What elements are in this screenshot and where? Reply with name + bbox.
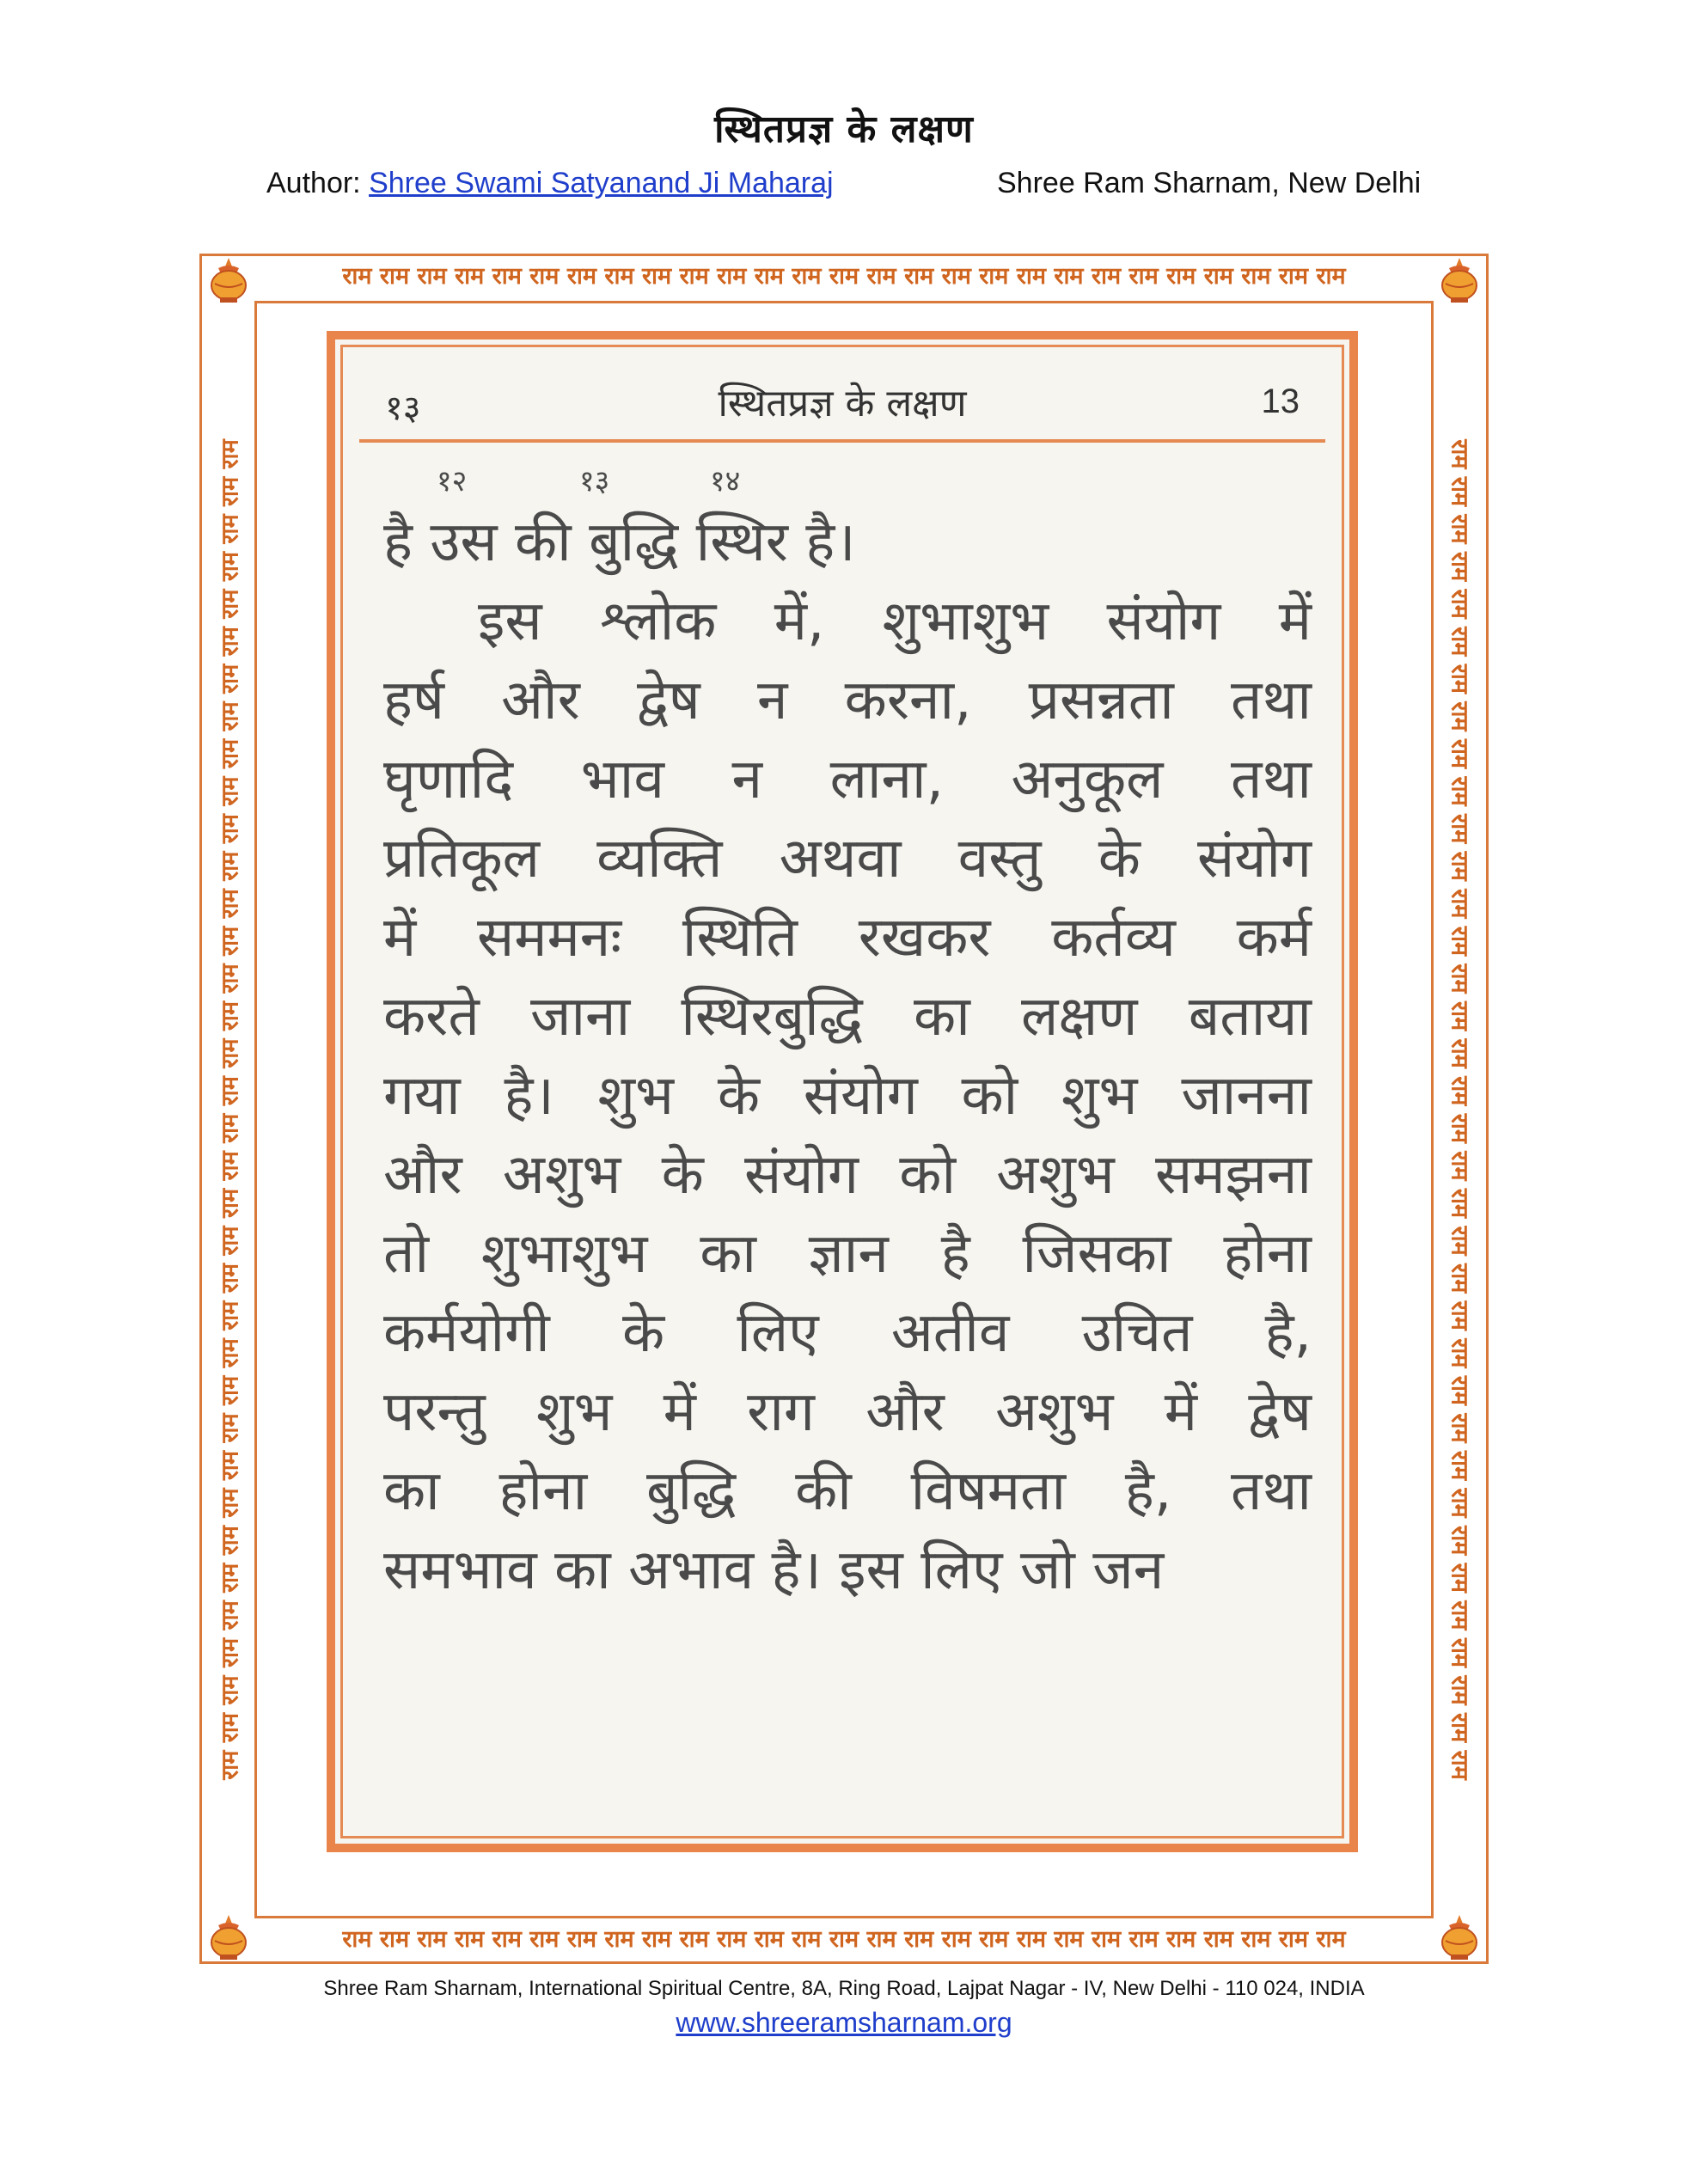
book-page-body [383,503,1312,1610]
page-number: 13 [1261,382,1300,420]
kalash-icon [203,254,254,306]
organization-label: Shree Ram Sharnam, New Delhi [997,167,1422,199]
footer-address: Shree Ram Sharnam, International Spiritual Centre, 8A, Ring Road, Lajpat Nagar - IV, New Delhi - 110 024, INDIA [323,1977,1365,2000]
kalash-icon [1434,254,1485,306]
word-number: १४ [710,464,741,499]
author-prefix: Author: [266,167,370,199]
ram-border-left [205,309,253,1910]
word-number: १३ [579,464,610,499]
text-line: करते जाना स्थिरबुद्धि का लक्षण बताया [383,985,1312,1049]
author-link[interactable]: Shree Swami Satyanand Ji Maharaj [369,167,834,199]
website-link[interactable]: www.shreeramsharnam.org [676,2007,1012,2038]
document-title: स्थितप्रज्ञ के लक्षण [714,107,974,151]
text-line: प्रतिकूल व्यक्ति अथवा वस्तु के संयोग [383,827,1312,890]
ram-border-right [1437,309,1485,1910]
text-line: और अशुभ के संयोग को अशुभ समझना [383,1143,1312,1207]
text-line: हर्ष और द्वेष न करना, प्रसन्नता तथा [383,669,1312,732]
text-line: इस श्लोक में, शुभाशुभ संयोग में [478,590,1312,653]
text-line: गया है। शुभ के संयोग को शुभ जानना [383,1064,1312,1128]
book-page-scan [327,331,1358,1852]
ram-border-top: राम राम राम राम राम राम राम राम राम राम राम राम राम राम राम राम राम राम राम राम राम राम राम राम राम राम राम [342,263,1346,290]
page-number-devanagari: १३ [385,388,421,428]
text-line: तो शुभाशुभ का ज्ञान है जिसका होना [383,1222,1312,1286]
text-line: घृणादि भाव न लाना, अनुकूल तथा [383,748,1312,811]
text-line: परन्तु शुभ में राग और अशुभ में द्वेष [383,1380,1312,1444]
ram-border-right-text: राम राम राम राम राम राम राम राम राम राम राम राम राम राम राम राम राम राम राम राम राम राम राम राम राम राम राम राम राम राम राम राम राम राम राम राम [1446,439,1473,1780]
word-number: १२ [437,464,468,499]
text-line: है उस की बुद्धि स्थिर है। [383,511,856,574]
ram-border-left-text: राम राम राम राम राम राम राम राम राम राम राम राम राम राम राम राम राम राम राम राम राम राम राम राम राम राम राम राम राम राम राम राम राम राम राम राम [217,439,244,1780]
text-line: का होना बुद्धि की विषमता है, तथा [383,1459,1312,1523]
book-page-header [359,364,1325,443]
ram-border-bottom: राम राम राम राम राम राम राम राम राम राम राम राम राम राम राम राम राम राम राम राम राम राम राम राम राम राम राम [342,1926,1346,1953]
text-line: समभाव का अभाव है। इस लिए जो जन [383,1539,1165,1602]
text-line: कर्मयोगी के लिए अतीव उचित है, [383,1301,1312,1365]
text-line: में सममनः स्थिति रखकर कर्तव्य कर्म [383,906,1312,970]
kalash-icon [203,1912,254,1963]
book-page-title: स्थितप्रज्ञ के लक्षण [718,382,967,425]
kalash-icon [1434,1912,1485,1963]
verse-word-numbers [383,460,1312,503]
author-line [266,167,834,200]
